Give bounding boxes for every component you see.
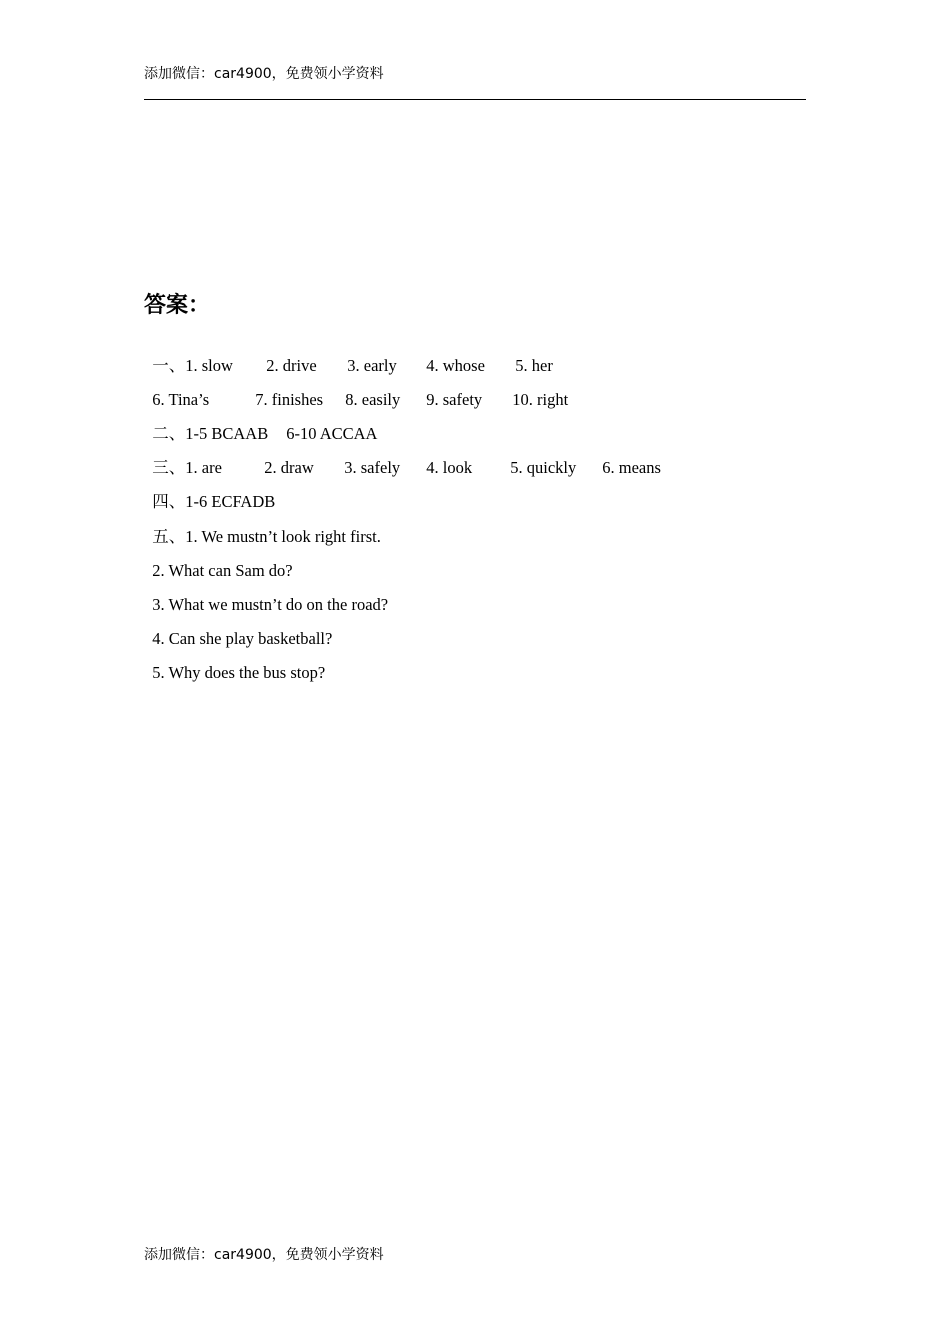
page-footer: 添加微信：car4900，免费领小学资料 [144, 1247, 384, 1263]
section-prefix: 二、 [152, 424, 186, 443]
answer-item: 10. right [512, 390, 569, 409]
answer-sentence: 3. What we mustn’t do on the road? [152, 595, 389, 614]
answer-item: 6-10 ACCAA [286, 424, 378, 443]
answer-item: 1. are [185, 458, 222, 477]
answer-sentence: 2. What can Sam do? [152, 561, 293, 580]
answer-item: 3. safely [344, 458, 401, 477]
answer-item: 7. finishes [255, 390, 324, 409]
answer-item: 4. whose [426, 356, 485, 375]
answer-item: 8. easily [345, 390, 401, 409]
answer-item: 5. quickly [510, 458, 577, 477]
answer-item: 9. safety [426, 390, 483, 409]
answer-sentence: 5. Why does the bus stop? [152, 663, 326, 682]
answer-sentence: 4. Can she play basketball? [152, 629, 333, 648]
answer-item: 2. draw [264, 458, 314, 477]
answer-item: 6. means [602, 458, 661, 477]
section-5-line-5 [144, 640, 325, 684]
answer-item: 6. Tina’s [152, 390, 210, 409]
section-prefix: 四、 [152, 492, 186, 511]
answer-item: 1-5 BCAAB [185, 424, 269, 443]
section-prefix: 一、 [152, 356, 186, 375]
header-divider [144, 99, 806, 100]
answer-item: 5. her [515, 356, 553, 375]
section-prefix: 三、 [152, 458, 186, 477]
page-header: 添加微信：car4900，免费领小学资料 [144, 66, 384, 82]
answer-title: 答案： [144, 293, 211, 318]
section-prefix: 五、 [152, 527, 186, 546]
answer-text: 1-6 ECFADB [185, 492, 276, 511]
answer-sentence: 1. We mustn’t look right first. [185, 527, 381, 546]
answer-item: 1. slow [185, 356, 233, 375]
answer-item: 3. early [347, 356, 397, 375]
answer-item: 4. look [426, 458, 473, 477]
answer-item: 2. drive [266, 356, 317, 375]
